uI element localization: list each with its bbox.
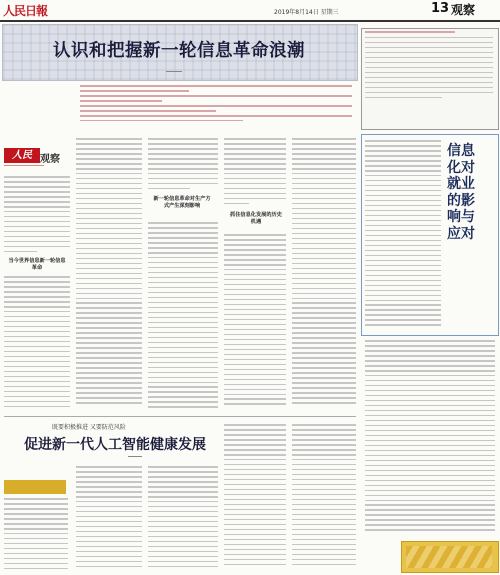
bottom-headline: 促进新一代人工智能健康发展 bbox=[24, 437, 206, 453]
bottom-column-4 bbox=[224, 424, 286, 572]
bottom-column-banner bbox=[4, 480, 66, 494]
column-banner-sub bbox=[4, 165, 44, 170]
side-article-text-b bbox=[365, 340, 495, 535]
article-column-5 bbox=[292, 138, 356, 412]
bottom-column-5 bbox=[292, 424, 356, 572]
bottom-column-1 bbox=[4, 498, 68, 572]
article-column-3a bbox=[148, 138, 218, 192]
section-name: 观察 bbox=[451, 3, 476, 17]
issue-date: 2019年8月14日 星期三 bbox=[274, 9, 339, 16]
bottom-column-2 bbox=[76, 466, 142, 572]
newspaper-logo: 人民日報 bbox=[3, 4, 48, 18]
topic-box-text bbox=[365, 31, 493, 125]
side-article-text-a bbox=[365, 140, 441, 330]
column-banner-suffix: 观察 bbox=[40, 154, 60, 165]
bottom-byline bbox=[128, 456, 142, 461]
article-column-1a bbox=[4, 176, 70, 256]
column-banner: 人民 bbox=[4, 148, 40, 163]
masthead bbox=[0, 0, 500, 22]
article-column-2 bbox=[76, 138, 142, 412]
section-divider bbox=[4, 416, 356, 417]
main-headline: 认识和把握新一轮信息革命浪潮 bbox=[53, 41, 305, 61]
article-column-3b bbox=[148, 222, 218, 412]
subhead-3: 抓住信息化发展的历史机遇 bbox=[230, 212, 282, 225]
bottom-column-3 bbox=[148, 466, 218, 572]
headline-byline bbox=[166, 71, 182, 76]
article-column-4b bbox=[224, 234, 286, 412]
article-column-4a bbox=[224, 138, 286, 208]
side-article-title: 信息化对就业的影响与应对 bbox=[447, 143, 475, 242]
subhead-1: 当今世界信息新一轮信息革命 bbox=[8, 258, 66, 271]
ad-graphic bbox=[406, 546, 492, 568]
article-column-1b bbox=[4, 276, 70, 412]
subhead-2: 新一轮信息革命对生产方式产生深刻影响 bbox=[153, 196, 211, 209]
summary-bullets bbox=[80, 85, 352, 133]
bottom-kicker: 既要积极推进 又要防范风险 bbox=[52, 424, 126, 431]
page-number: 13 bbox=[431, 1, 450, 16]
